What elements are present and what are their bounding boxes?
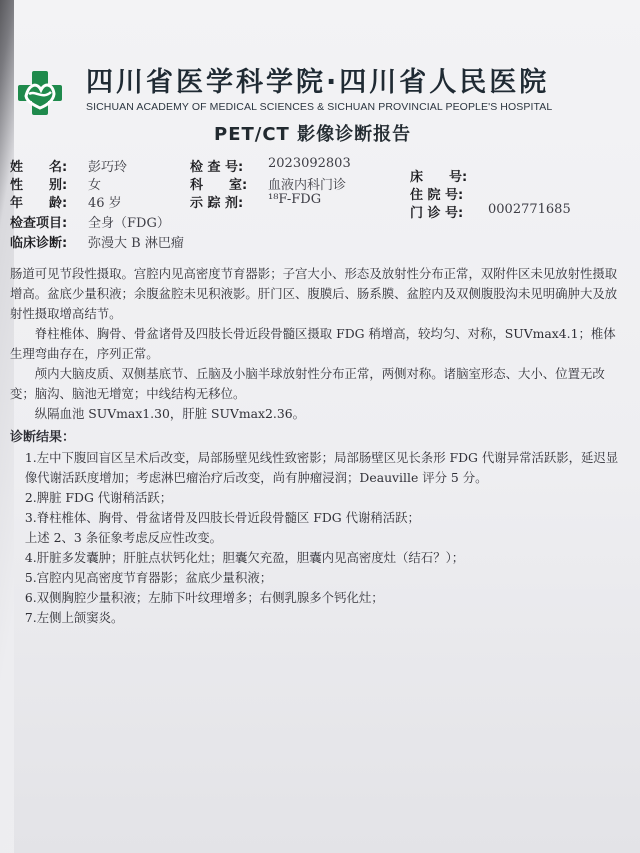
sex-label: 性 别: [10, 178, 68, 193]
hospital-logo-icon [17, 70, 63, 116]
conclusion-item: 1.左中下腹回盲区呈术后改变，局部肠壁见线性致密影；局部肠壁区见长条形 FDG 代谢异常活跃影，延迟显像代谢活跃度增加；考虑淋巴瘤治疗后改变，尚有肿瘤浸润；Deauville 评分 5 分。 [24, 450, 619, 485]
tracer-value: ¹⁸F-FDG [268, 192, 322, 207]
exam-no-label: 检 查 号: [190, 160, 244, 175]
conclusion-item: 3.脊柱椎体、胸骨、骨盆诸骨及四肢长骨近段骨髓区 FDG 代谢稍活跃； [24, 510, 420, 525]
conclusion-item: 5.宫腔内见高密度节育器影；盆底少量积液； [24, 570, 273, 585]
report-title: PET/CT 影像诊断报告 [214, 124, 412, 145]
finding-paragraph: 脊柱椎体、胸骨、骨盆诸骨及四肢长骨近段骨髓区摄取 FDG 稍增高，较均匀、对称，SUVmax4.1；椎体生理弯曲存在，序列正常。 [10, 326, 616, 361]
name-label: 姓 名: [10, 160, 68, 175]
report-body [10, 264, 620, 628]
conclusion-item: 2.脾脏 FDG 代谢稍活跃； [24, 490, 173, 505]
clinical-dx-label: 临床诊断: [10, 236, 68, 251]
hospital-name-cn: 四川省医学科学院·四川省人民医院 [86, 67, 550, 98]
exam-no-value: 2023092803 [268, 156, 351, 171]
finding-paragraph: 肠道可见节段性摄取。宫腔内见高密度节育器影；子宫大小、形态及放射性分布正常，双附件区未见放射性摄取增高。盆底少量积液；余腹盆腔未见积液影。肝门区、腹膜后、肠系膜、盆腔内及双侧腹股沟未见明确肿大及放射性摄取增高结节。 [10, 266, 618, 321]
dept-value: 血液内科门诊 [268, 178, 347, 193]
name-value: 彭巧玲 [88, 160, 128, 175]
outpatient-label: 门 诊 号: [410, 206, 464, 221]
exam-item-label: 检查项目: [10, 216, 68, 231]
exam-item-value: 全身（FDG） [88, 216, 170, 231]
clinical-dx-value: 弥漫大 B 淋巴瘤 [88, 236, 184, 251]
dept-label: 科 室: [190, 178, 248, 193]
conclusion-item: 6.双侧胸腔少量积液；左肺下叶纹理增多；右侧乳腺多个钙化灶； [24, 590, 384, 605]
conclusion-item: 上述 2、3 条征象考虑反应性改变。 [24, 530, 222, 545]
age-value: 46 岁 [88, 196, 122, 211]
tracer-label: 示 踪 剂: [190, 196, 244, 211]
conclusion-heading: 诊断结果： [10, 430, 76, 445]
outpatient-value: 0002771685 [488, 202, 571, 217]
conclusion-item: 7.左侧上颌窦炎。 [24, 610, 124, 625]
bed-label: 床 号: [410, 170, 468, 185]
finding-paragraph: 纵隔血池 SUVmax1.30，肝脏 SUVmax2.36。 [34, 406, 305, 421]
sex-value: 女 [88, 178, 102, 193]
finding-paragraph: 颅内大脑皮质、双侧基底节、丘脑及小脑半球放射性分布正常，两侧对称。诸脑室形态、大小、位置无改变；脑沟、脑池无增宽；中线结构无移位。 [10, 366, 605, 401]
conclusion-item: 4.肝脏多发囊肿；肝脏点状钙化灶；胆囊欠充盈，胆囊内见高密度灶（结石？）； [24, 550, 465, 565]
hospital-name-en: SICHUAN ACADEMY OF MEDICAL SCIENCES & SICHUAN PROVINCIAL PEOPLE'S HOSPITAL [86, 101, 553, 113]
inpatient-label: 住 院 号: [410, 188, 464, 203]
age-label: 年 龄: [10, 196, 68, 211]
patient-info [10, 156, 620, 256]
